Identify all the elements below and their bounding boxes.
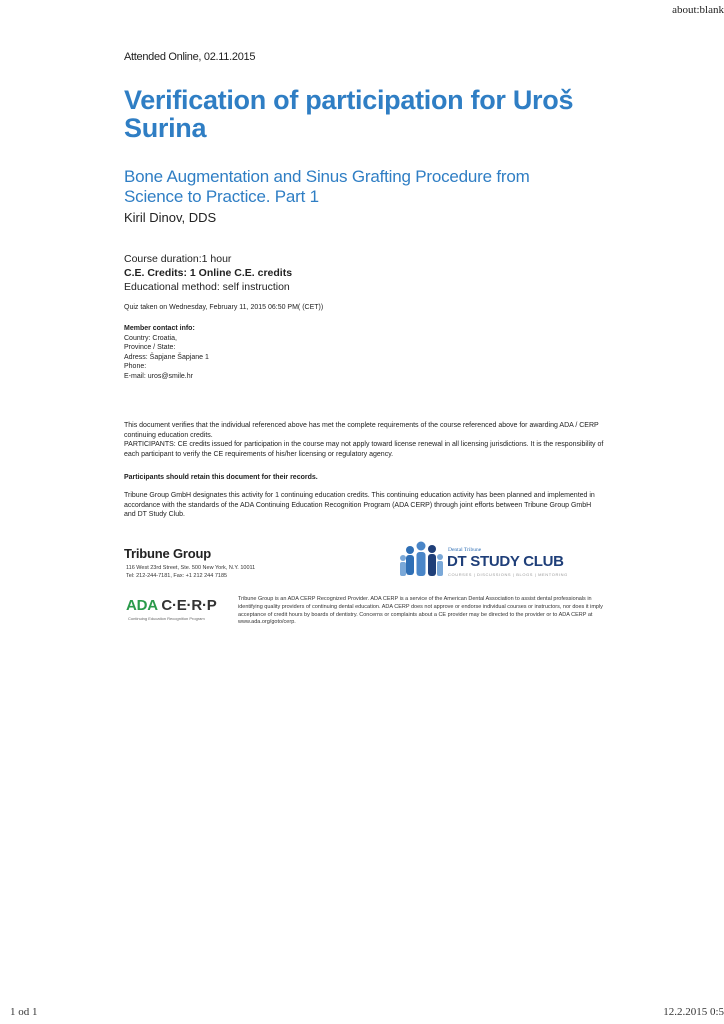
presenter-name: Kiril Dinov, DDS [124, 210, 217, 225]
dt-study-club-tagline: COURSES | DISCUSSIONS | BLOGS | MENTORING [448, 572, 568, 577]
verification-statement [124, 421, 604, 459]
educational-method: Educational method: self instruction [124, 281, 290, 293]
course-title: Bone Augmentation and Sinus Grafting Procedure from Science to Practice. Part 1 [124, 167, 530, 206]
tribune-group-name: Tribune Group [124, 546, 211, 561]
print-header-url: about:blank [672, 4, 724, 16]
tribune-group-address [126, 564, 255, 580]
tribune-phone-fax: Tel: 212-244-7181, Fax: +1 212 244 7185 [126, 573, 228, 579]
ada-cerp-statement: Tribune Group is an ADA CERP Recognized Provider. ADA CERP is a service of the American Dental Association to assist dental professionals in identifying quality providers of continuing dental education. ADA CERP does not approve or endorse individual courses or instructors, nor does it imply acceptance of credit hours by boards of dentistry. Concerns or complaints about a CE provider may be directed to the provider or to ADA CERP at www.ada.org/goto/cerp. [238, 596, 603, 626]
participants-note: PARTICIPANTS: CE credits issued for participation in the course may not apply toward license renewal in all licensing jurisdictions. It is the responsibility of each participant to verify the CE requirements of his/her licensing or regulatory agency. [124, 441, 604, 458]
contact-address: Adress: Šapjane Šapjane 1 [124, 353, 209, 361]
certificate-title: Verification of participation for Uroš Surina [124, 85, 574, 143]
member-contact-info [124, 324, 209, 382]
course-duration: Course duration:1 hour [124, 253, 232, 265]
designation-statement: Tribune Group GmbH designates this activity for 1 continuing education credits. This continuing education activity has been planned and implemented in accordance with the standards of the ADA Continuing Education Recognition Program (ADA CERP) through joint efforts between Tribune Group GmbH and DT Study Club. [124, 492, 595, 518]
contact-phone: Phone: [124, 363, 147, 371]
contact-email: E-mail: uros@smile.hr [124, 372, 193, 380]
retain-note: Participants should retain this document for their records. [124, 474, 318, 481]
contact-country: Country: Croatia, [124, 334, 177, 342]
ada-cerp-logo [126, 597, 217, 614]
ada-cerp-subtitle: Continuing Education Recognition Program [128, 616, 205, 621]
contact-province: Province / State: [124, 344, 176, 352]
cerp-logo-text: C·E·R·P [161, 597, 217, 614]
quiz-date: Quiz taken on Wednesday, February 11, 2015 06:50 PM( (CET)) [124, 304, 324, 311]
print-timestamp: 12.2.2015 0:5 [663, 1006, 724, 1018]
course-details [124, 252, 292, 294]
dental-tribune-label: Dental Tribune [448, 547, 482, 553]
ada-logo-text: ADA [126, 597, 158, 614]
attended-date: Attended Online, 02.11.2015 [124, 51, 256, 63]
page-counter: 1 od 1 [10, 1006, 38, 1018]
ce-credits: C.E. Credits: 1 Online C.E. credits [124, 267, 293, 279]
tribune-address-line: 116 West 23rd Street, Ste. 500 New York, N.Y. 10011 [126, 565, 256, 571]
contact-heading: Member contact info: [124, 325, 195, 332]
verification-text: This document verifies that the individual referenced above has met the complete requirements of the course referenced above for awarding ADA / CERP continuing education credits. [124, 422, 599, 439]
dt-study-club-logo: DT STUDY CLUB [447, 553, 564, 570]
